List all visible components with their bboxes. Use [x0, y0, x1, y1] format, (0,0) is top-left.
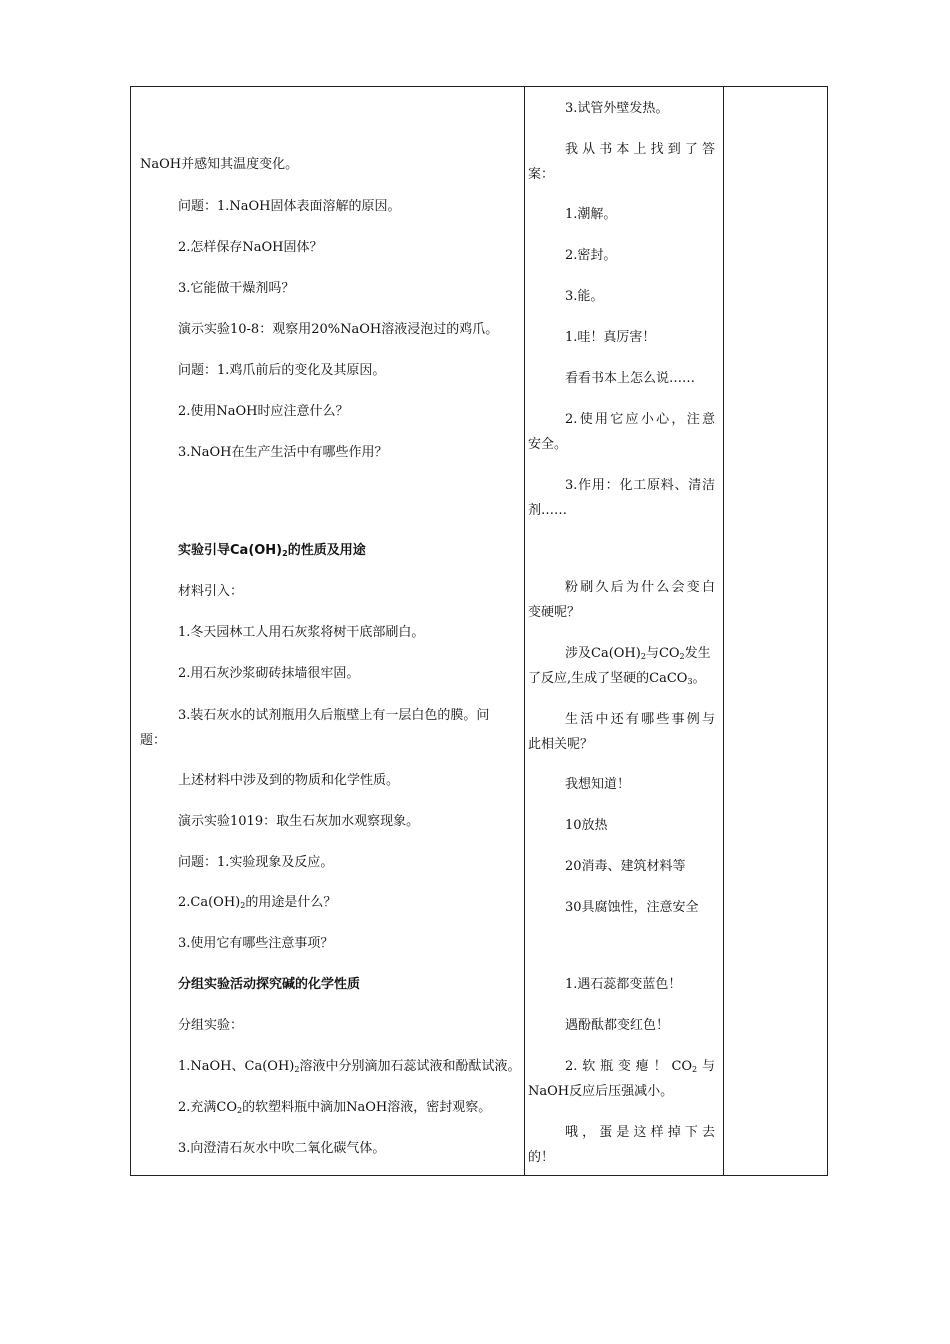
demo-experiment-line: 演示实验10-8：观察用20%NaOH溶液浸泡过的鸡爪。	[178, 322, 499, 337]
question-line: 问题：1.实验现象及反应。	[178, 855, 334, 870]
answer-line-continued: 变硬呢？	[528, 605, 581, 620]
column-divider-middle	[524, 87, 525, 1175]
answer-line-continued: 此相关呢？	[528, 737, 594, 752]
answer-line: 1.遇石蕊都变蓝色！	[565, 977, 682, 992]
answer-line: 3.试管外壁发热。	[565, 101, 669, 116]
question-line: 2.使用NaOH时应注意什么？	[178, 404, 349, 419]
answer-line-continued: 的！	[528, 1150, 555, 1165]
answer-line: 粉刷久后为什么会变白	[565, 580, 715, 595]
material-line-continued: 题：	[140, 733, 167, 748]
material-line: 3.装石灰水的试剂瓶用久后瓶壁上有一层白色的膜。问	[178, 708, 490, 723]
answer-line: 2.软瓶变瘪！$CO_2$与	[565, 1059, 715, 1074]
question-line: 3.它能做干燥剂吗？	[178, 281, 295, 296]
answer-line: 生活中还有哪些事例与	[565, 712, 715, 727]
experiment-step: 3.向澄清石灰水中吹二氧化碳气体。	[178, 1141, 386, 1156]
answer-line: 1.哇！真厉害！	[565, 330, 656, 345]
question-line: 3.使用它有哪些注意事项？	[178, 936, 334, 951]
answer-line: 我想知道！	[565, 777, 631, 792]
material-line: 1.冬天园林工人用石灰浆将树干底部刷白。	[178, 625, 425, 640]
answer-line: 涉及$Ca(OH)_2$与$CO_2$发生	[565, 646, 711, 661]
answer-line: 1.潮解。	[565, 207, 617, 222]
material-line: 2.用石灰沙浆砌砖抹墙很牢固。	[178, 666, 360, 681]
answer-line-continued: NaOH反应后压强减小。	[528, 1084, 674, 1099]
answer-line-continued: 安全。	[528, 437, 568, 452]
answer-line-continued: 案：	[528, 167, 555, 182]
experiment-step: 2.充满$CO_2$的软塑料瓶中滴加NaOH溶液，密封观察。	[178, 1100, 492, 1115]
section-heading-group-experiment: 分组实验活动探究碱的化学性质	[178, 977, 361, 992]
answer-line: 看看书本上怎么说……	[565, 371, 696, 386]
text-line: 分组实验：	[178, 1018, 244, 1033]
answer-line: 3.能。	[565, 289, 604, 304]
question-line: $2.Ca(OH)_2$的用途是什么？	[178, 895, 337, 910]
answer-line: 10放热	[565, 818, 608, 833]
answer-line: 3.作用：化工原料、清洁	[565, 478, 715, 493]
text-line: 材料引入：	[178, 584, 244, 599]
experiment-step: 1.NaOH、$Ca(OH)_2$溶液中分别滴加石蕊试液和酚酞试液。	[178, 1059, 521, 1074]
answer-line: 20消毒、建筑材料等	[565, 859, 686, 874]
question-line: 问题：1.NaOH固体表面溶解的原因。	[178, 199, 401, 214]
answer-line-continued: 了反应,生成了坚硬的CaCO$_3$。	[528, 671, 706, 686]
answer-line: 遇酚酞都变红色！	[565, 1018, 670, 1033]
answer-line: 哦，蛋是这样掉下去	[565, 1125, 715, 1140]
answer-line: 2.使用它应小心，注意	[565, 412, 715, 427]
demo-experiment-line: 演示实验1019：取生石灰加水观察现象。	[178, 814, 420, 829]
question-line: 2.怎样保存NaOH固体？	[178, 240, 323, 255]
question-line: 3.NaOH在生产生活中有哪些作用？	[178, 445, 388, 460]
answer-line: 我从书本上找到了答	[565, 142, 715, 157]
column-divider-left	[723, 87, 724, 1175]
answer-line: 2.密封。	[565, 248, 617, 263]
question-line: 问题：1.鸡爪前后的变化及其原因。	[178, 363, 386, 378]
answer-line-continued: 剂……	[528, 503, 568, 518]
answer-line: 30具腐蚀性，注意安全	[565, 900, 699, 915]
text-line: NaOH并感知其温度变化。	[140, 157, 299, 172]
section-heading-caoh2: 实验引导$Ca(OH)_2$的性质及用途	[178, 543, 366, 558]
text-line: 上述材料中涉及到的物质和化学性质。	[178, 773, 400, 788]
